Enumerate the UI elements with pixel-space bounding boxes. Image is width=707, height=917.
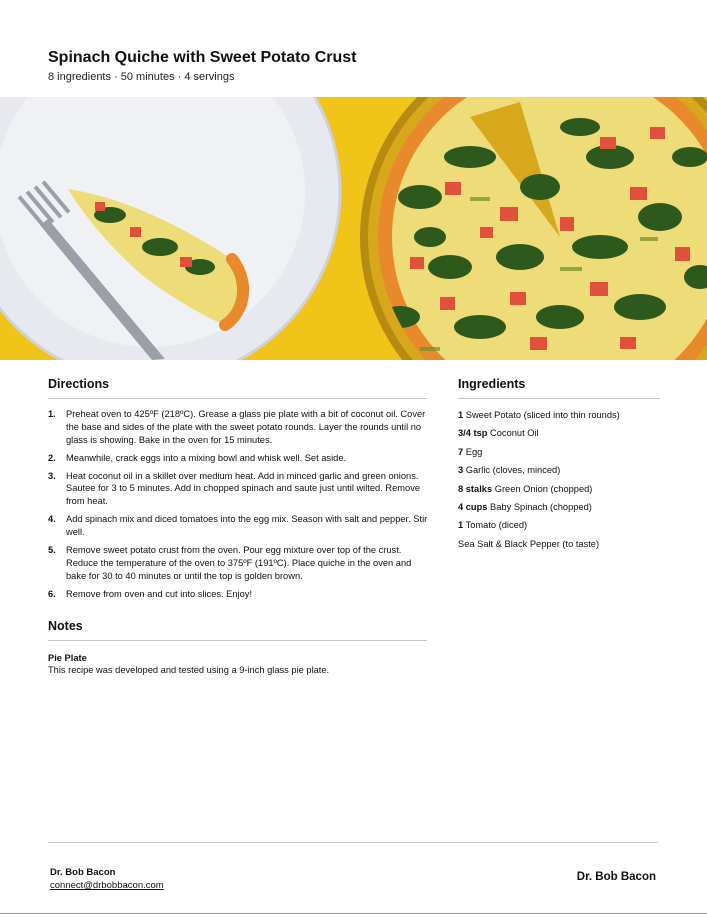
ingredient-qty: 4 cups [458, 501, 488, 512]
recipe-title: Spinach Quiche with Sweet Potato Crust [48, 49, 357, 66]
page-bottom-edge [0, 913, 707, 914]
ingredient-item [458, 464, 678, 482]
hero-image [0, 97, 707, 360]
direction-step [48, 452, 428, 465]
step-number: 3. [48, 470, 56, 481]
ingredients-heading: Ingredients [458, 377, 526, 391]
ingredient-name: Garlic (cloves, minced) [465, 465, 561, 476]
ingredient-name: Coconut Oil [490, 428, 539, 439]
direction-step [48, 544, 428, 582]
direction-step [48, 513, 428, 539]
ingredient-item [458, 538, 678, 556]
step-text: Remove sweet potato crust from the oven. Pour egg mixture over top of the crust. Reduce the temperature of the oven to 375ºF (191ºC). Place quiche in the oven and bake for 30 to 40 minutes or until the top is golden brown. [66, 544, 412, 581]
ingredient-name: Sea Salt & Black Pepper (to taste) [458, 538, 600, 549]
ingredient-item [458, 501, 678, 519]
directions-heading: Directions [48, 377, 110, 391]
ingredient-name: Egg [465, 446, 483, 457]
directions-divider [48, 398, 427, 399]
step-number: 6. [48, 588, 56, 599]
direction-step [48, 470, 428, 508]
step-text: Preheat oven to 425ºF (218ºC). Grease a glass pie plate with a bit of coconut oil. Cover the base and sides of the plate with the sweet potato rounds. Layer the rounds until no glass is showing. Bake in the oven for 15 minutes. [66, 409, 426, 445]
direction-step [48, 408, 428, 446]
ingredient-item [458, 483, 678, 501]
step-number: 4. [48, 514, 56, 525]
notes-heading: Notes [48, 619, 83, 633]
step-text: Heat coconut oil in a skillet over medium heat. Add in minced garlic and green onions. Sautee for 3 to 5 minutes. Add in chopped spinach and saute just until wilted. Remove from heat. [66, 470, 421, 507]
ingredient-name: Green Onion (chopped) [494, 483, 593, 494]
footer-brand: Dr. Bob Bacon [576, 871, 656, 883]
step-text: Meanwhile, crack eggs into a mixing bowl and whisk well. Set aside. [66, 452, 347, 463]
ingredient-qty: 1 [458, 410, 464, 420]
ingredient-name: Baby Spinach (chopped) [490, 501, 592, 512]
step-number: 2. [48, 452, 56, 463]
step-text: Remove from oven and cut into slices. Enjoy! [66, 588, 253, 599]
ingredient-name: Sweet Potato (sliced into thin rounds) [465, 410, 620, 420]
ingredient-qty: 3 [458, 465, 464, 476]
ingredient-qty: 3/4 tsp [458, 428, 488, 439]
ingredient-qty: 1 [458, 520, 464, 531]
ingredient-item [458, 519, 678, 537]
recipe-meta: 8 ingredients · 50 minutes · 4 servings [48, 71, 235, 83]
ingredient-name: Tomato (diced) [465, 520, 528, 531]
directions-list [48, 408, 428, 605]
direction-step [48, 588, 428, 601]
footer-email-link[interactable]: connect@drbobbacon.com [50, 880, 164, 891]
ingredient-item [458, 427, 678, 445]
step-number: 1. [48, 409, 56, 419]
note-body: This recipe was developed and tested using a 9-inch glass pie plate. [48, 665, 330, 675]
note-title: Pie Plate [48, 653, 87, 663]
footer-divider [48, 842, 658, 843]
ingredients-list [458, 409, 678, 556]
ingredients-divider [458, 398, 660, 399]
footer-author: Dr. Bob Bacon [50, 867, 116, 878]
quiche [378, 97, 707, 360]
ingredient-item [458, 409, 678, 427]
notes-divider [48, 640, 427, 641]
ingredient-qty: 8 stalks [458, 483, 493, 494]
step-number: 5. [48, 544, 56, 555]
ingredient-qty: 7 [458, 446, 464, 457]
ingredient-item [458, 446, 678, 464]
step-text: Add spinach mix and diced tomatoes into the egg mix. Season with salt and pepper. Stir well. [66, 514, 428, 537]
